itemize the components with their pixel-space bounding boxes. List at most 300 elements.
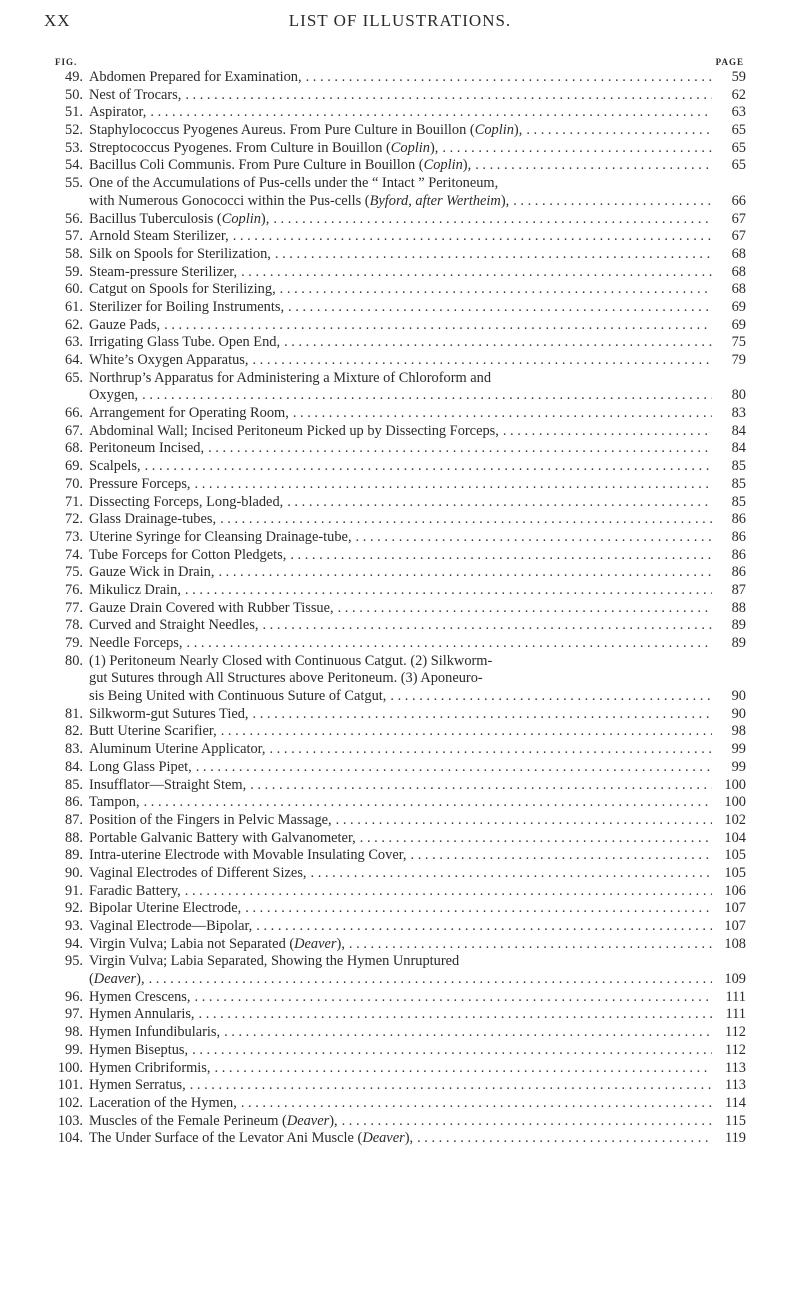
page-ref: 85 bbox=[731, 493, 746, 510]
entry-line bbox=[48, 1113, 746, 1131]
list-item bbox=[48, 1006, 746, 1024]
entry-line bbox=[48, 352, 746, 370]
figure-caption: Gauze Pads, bbox=[89, 316, 161, 333]
list-item bbox=[48, 458, 746, 476]
figure-number: 56. bbox=[65, 210, 83, 227]
page-ref: 104 bbox=[724, 829, 746, 846]
figure-caption: Uterine Syringe for Cleansing Drainage-tube, bbox=[89, 528, 352, 545]
leader-dots bbox=[360, 830, 712, 848]
figure-number: 63. bbox=[65, 334, 83, 351]
list-item bbox=[48, 547, 746, 565]
entry-line bbox=[48, 69, 746, 87]
list-item bbox=[48, 777, 746, 795]
figure-caption: Streptococcus Pyogenes. From Culture in Bouillon (Coplin), bbox=[89, 139, 439, 156]
list-item bbox=[48, 936, 746, 954]
figure-caption: Hymen Biseptus, bbox=[89, 1041, 189, 1058]
leader-dots bbox=[417, 1130, 712, 1148]
figure-caption: Mikulicz Drain, bbox=[89, 581, 181, 598]
entry-line bbox=[48, 653, 746, 671]
list-item bbox=[48, 847, 746, 865]
leader-dots bbox=[349, 936, 712, 954]
entry-line bbox=[48, 458, 746, 476]
figure-number: 74. bbox=[65, 546, 83, 563]
figure-number: 57. bbox=[65, 228, 83, 245]
page-ref: 105 bbox=[724, 864, 746, 881]
entry-line bbox=[48, 175, 746, 193]
page-number: XX bbox=[44, 11, 71, 30]
list-item bbox=[48, 352, 746, 370]
list-item bbox=[48, 723, 746, 741]
page-ref: 66 bbox=[731, 192, 746, 209]
leader-dots bbox=[342, 1113, 712, 1131]
figure-caption: Hymen Crescens, bbox=[89, 988, 191, 1005]
leader-dots bbox=[390, 688, 712, 706]
leader-dots bbox=[208, 440, 712, 458]
figure-caption: One of the Accumulations of Pus-cells under the “ Intact ” Peritoneum, bbox=[89, 175, 499, 192]
leader-dots bbox=[150, 104, 712, 122]
page-ref: 100 bbox=[724, 794, 746, 811]
entry-line bbox=[48, 706, 746, 724]
entry-line bbox=[48, 847, 746, 865]
entry-line bbox=[48, 476, 746, 494]
figure-number: 96. bbox=[65, 988, 83, 1005]
figure-number: 69. bbox=[65, 458, 83, 475]
list-item bbox=[48, 175, 746, 210]
entry-line bbox=[48, 953, 746, 971]
entry-continuation bbox=[48, 971, 746, 989]
leader-dots bbox=[195, 476, 712, 494]
list-item bbox=[48, 299, 746, 317]
entry-line bbox=[48, 777, 746, 795]
list-item bbox=[48, 918, 746, 936]
page-ref: 67 bbox=[731, 210, 746, 227]
page-ref: 79 bbox=[731, 352, 746, 368]
list-item bbox=[48, 69, 746, 87]
page-ref: 89 bbox=[731, 617, 746, 634]
leader-dots bbox=[233, 228, 712, 246]
entry-line bbox=[48, 334, 746, 352]
list-item bbox=[48, 830, 746, 848]
list-item bbox=[48, 1042, 746, 1060]
entry-continuation bbox=[48, 688, 746, 706]
leader-dots bbox=[215, 1060, 712, 1078]
page-ref: 106 bbox=[724, 882, 746, 899]
figure-caption: Silk on Spools for Sterilization, bbox=[89, 245, 271, 262]
leader-dots bbox=[224, 1024, 712, 1042]
entry-continuation bbox=[48, 193, 746, 211]
page-ref: 115 bbox=[724, 1112, 746, 1129]
page-ref: 68 bbox=[731, 245, 746, 262]
leader-dots bbox=[185, 87, 712, 105]
entry-line bbox=[48, 299, 746, 317]
list-item bbox=[48, 1130, 746, 1148]
list-item bbox=[48, 635, 746, 653]
leader-dots bbox=[280, 281, 712, 299]
figure-caption: Nest of Trocars, bbox=[89, 86, 182, 103]
figure-caption: Abdomen Prepared for Examination, bbox=[89, 69, 302, 85]
page-ref: 59 bbox=[731, 69, 746, 85]
page-ref: 68 bbox=[731, 281, 746, 298]
leader-dots bbox=[252, 352, 712, 370]
list-item bbox=[48, 865, 746, 883]
figure-number: 84. bbox=[65, 758, 83, 775]
figure-number: 104. bbox=[57, 1130, 83, 1147]
figure-number: 64. bbox=[65, 352, 83, 368]
leader-dots bbox=[245, 900, 712, 918]
figure-number: 72. bbox=[65, 511, 83, 528]
entry-line bbox=[48, 529, 746, 547]
leader-dots bbox=[144, 794, 712, 812]
figure-number: 83. bbox=[65, 741, 83, 758]
leader-dots bbox=[284, 334, 712, 352]
figure-caption: Abdominal Wall; Incised Peritoneum Picked up by Dissecting Forceps, bbox=[89, 422, 499, 439]
entry-line bbox=[48, 759, 746, 777]
figure-caption: Butt Uterine Scarifier, bbox=[89, 723, 217, 740]
figure-number: 103. bbox=[57, 1112, 83, 1129]
list-item bbox=[48, 122, 746, 140]
list-item bbox=[48, 706, 746, 724]
entry-line bbox=[48, 635, 746, 653]
entry-line bbox=[48, 140, 746, 158]
list-item bbox=[48, 281, 746, 299]
figure-caption: (1) Peritoneum Nearly Closed with Continuous Catgut. (2) Silkworm- bbox=[89, 652, 493, 669]
page-ref: 86 bbox=[731, 564, 746, 581]
list-item bbox=[48, 87, 746, 105]
leader-dots bbox=[356, 529, 712, 547]
entry-line bbox=[48, 494, 746, 512]
page-ref: 84 bbox=[731, 440, 746, 457]
page-ref: 65 bbox=[731, 157, 746, 174]
page-ref: 69 bbox=[731, 298, 746, 315]
list-item bbox=[48, 953, 746, 988]
list-item bbox=[48, 264, 746, 282]
entry-line bbox=[48, 104, 746, 122]
leader-dots bbox=[192, 1042, 712, 1060]
figure-number: 53. bbox=[65, 139, 83, 156]
entry-line bbox=[48, 122, 746, 140]
page-ref: 89 bbox=[731, 635, 746, 651]
list-item bbox=[48, 370, 746, 405]
figure-caption: Aluminum Uterine Applicator, bbox=[89, 741, 266, 758]
figure-caption: Oxygen, bbox=[89, 387, 139, 404]
leader-dots bbox=[290, 547, 712, 565]
figure-number: 61. bbox=[65, 298, 83, 315]
figure-caption: Insufflator—Straight Stem, bbox=[89, 776, 247, 793]
leader-dots bbox=[149, 971, 712, 989]
figure-caption: Faradic Battery, bbox=[89, 882, 181, 899]
page-ref: 113 bbox=[724, 1077, 746, 1094]
figure-caption: sis Being United with Continuous Suture of Catgut, bbox=[89, 688, 387, 705]
entry-line bbox=[48, 900, 746, 918]
list-item bbox=[48, 1077, 746, 1095]
page-ref: 105 bbox=[724, 847, 746, 864]
figure-caption: Bipolar Uterine Electrode, bbox=[89, 900, 242, 917]
list-item bbox=[48, 812, 746, 830]
page-ref: 113 bbox=[724, 1059, 746, 1076]
leader-dots bbox=[250, 777, 712, 795]
page-ref: 107 bbox=[724, 918, 746, 934]
figure-caption: Vaginal Electrodes of Different Sizes, bbox=[89, 864, 307, 881]
entry-line bbox=[48, 157, 746, 175]
entry-line bbox=[48, 440, 746, 458]
figure-caption: Virgin Vulva; Labia Separated, Showing the Hymen Unruptured bbox=[89, 953, 460, 970]
leader-dots bbox=[218, 564, 712, 582]
figure-number: 52. bbox=[65, 122, 83, 139]
leader-dots bbox=[145, 458, 712, 476]
leader-dots bbox=[273, 211, 712, 229]
figure-number: 88. bbox=[65, 829, 83, 846]
figure-number: 89. bbox=[65, 847, 83, 864]
page-ref: 114 bbox=[724, 1094, 746, 1111]
leader-dots bbox=[220, 511, 712, 529]
leader-dots bbox=[513, 193, 712, 211]
list-item bbox=[48, 334, 746, 352]
entry-line bbox=[48, 812, 746, 830]
leader-dots bbox=[253, 706, 712, 724]
page-ref: 111 bbox=[725, 1006, 746, 1023]
entry-line bbox=[48, 1006, 746, 1024]
leader-dots bbox=[221, 723, 712, 741]
page-ref: 65 bbox=[731, 139, 746, 156]
page-ref: 84 bbox=[731, 422, 746, 439]
figure-caption: Bacillus Tuberculosis (Coplin), bbox=[89, 210, 270, 227]
entry-line bbox=[48, 883, 746, 901]
figure-caption: Curved and Straight Needles, bbox=[89, 617, 259, 634]
leader-dots bbox=[164, 317, 712, 335]
leader-dots bbox=[442, 140, 712, 158]
figure-caption: Northrup’s Apparatus for Administering a Mixture of Chloroform and bbox=[89, 369, 492, 386]
list-item bbox=[48, 883, 746, 901]
page-ref: 63 bbox=[731, 104, 746, 121]
figure-caption: Peritoneum Incised, bbox=[89, 440, 205, 457]
figure-number: 65. bbox=[65, 369, 83, 386]
list-item bbox=[48, 476, 746, 494]
figure-number: 60. bbox=[65, 281, 83, 298]
entry-line bbox=[48, 1060, 746, 1078]
page-ref: 99 bbox=[731, 741, 746, 758]
list-item bbox=[48, 511, 746, 529]
figure-number: 58. bbox=[65, 245, 83, 262]
page-ref: 119 bbox=[724, 1130, 746, 1147]
figure-caption: Virgin Vulva; Labia not Separated (Deaver), bbox=[89, 935, 345, 952]
leader-dots bbox=[196, 759, 712, 777]
figure-caption: Steam-pressure Sterilizer, bbox=[89, 263, 238, 280]
page-ref: 88 bbox=[731, 599, 746, 616]
figure-caption: Arrangement for Operating Room, bbox=[89, 405, 289, 422]
figure-caption: Glass Drainage-tubes, bbox=[89, 511, 217, 528]
figure-caption: Catgut on Spools for Sterilizing, bbox=[89, 281, 276, 298]
page-ref: 75 bbox=[731, 334, 746, 351]
figure-number: 68. bbox=[65, 440, 83, 457]
figure-number: 71. bbox=[65, 493, 83, 510]
list-item bbox=[48, 405, 746, 423]
list-item bbox=[48, 104, 746, 122]
leader-dots bbox=[199, 1006, 712, 1024]
entry-line bbox=[48, 794, 746, 812]
page-ref: 87 bbox=[731, 581, 746, 598]
figure-caption: Gauze Wick in Drain, bbox=[89, 564, 215, 581]
figure-caption: Long Glass Pipet, bbox=[89, 758, 192, 775]
figure-number: 82. bbox=[65, 723, 83, 740]
leader-dots bbox=[306, 69, 712, 87]
figure-caption: Position of the Fingers in Pelvic Massage, bbox=[89, 811, 332, 828]
figure-number: 62. bbox=[65, 316, 83, 333]
figure-number: 55. bbox=[65, 175, 83, 192]
leader-dots bbox=[287, 494, 712, 512]
figure-number: 49. bbox=[65, 69, 83, 85]
entry-line bbox=[48, 617, 746, 635]
figure-number: 95. bbox=[65, 953, 83, 970]
page-ref: 67 bbox=[731, 228, 746, 245]
figure-caption: Tube Forceps for Cotton Pledgets, bbox=[89, 546, 287, 563]
list-item bbox=[48, 494, 746, 512]
figure-caption: Needle Forceps, bbox=[89, 635, 183, 651]
list-item bbox=[48, 989, 746, 1007]
figure-number: 80. bbox=[65, 652, 83, 669]
list-item bbox=[48, 140, 746, 158]
entry-line bbox=[48, 547, 746, 565]
figure-number: 97. bbox=[65, 1006, 83, 1023]
figure-caption: Vaginal Electrode—Bipolar, bbox=[89, 918, 253, 934]
list-item bbox=[48, 211, 746, 229]
entry-line bbox=[48, 723, 746, 741]
list-item bbox=[48, 317, 746, 335]
entry-line bbox=[48, 918, 746, 936]
figure-number: 102. bbox=[57, 1094, 83, 1111]
figure-number: 50. bbox=[65, 86, 83, 103]
page-ref: 62 bbox=[731, 86, 746, 103]
figure-caption: Tampon, bbox=[89, 794, 140, 811]
entry-line bbox=[48, 1130, 746, 1148]
leader-dots bbox=[256, 918, 712, 936]
entry-line bbox=[48, 1024, 746, 1042]
figure-number: 70. bbox=[65, 475, 83, 492]
entry-line bbox=[48, 87, 746, 105]
entry-line bbox=[48, 989, 746, 1007]
leader-dots bbox=[411, 847, 712, 865]
entry-line bbox=[48, 281, 746, 299]
entry-line bbox=[48, 511, 746, 529]
list-item bbox=[48, 1060, 746, 1078]
leader-dots bbox=[336, 812, 712, 830]
figure-number: 101. bbox=[57, 1077, 83, 1094]
entry-line bbox=[48, 228, 746, 246]
figure-number: 81. bbox=[65, 705, 83, 722]
figure-caption: Hymen Cribriformis, bbox=[89, 1059, 211, 1076]
entry-line bbox=[48, 423, 746, 441]
list-item bbox=[48, 617, 746, 635]
page-header bbox=[0, 11, 800, 35]
entry-line bbox=[48, 865, 746, 883]
page-ref: 90 bbox=[731, 705, 746, 722]
figure-number: 90. bbox=[65, 864, 83, 881]
figure-caption: Dissecting Forceps, Long-bladed, bbox=[89, 493, 284, 510]
page-ref: 69 bbox=[731, 316, 746, 333]
leader-dots bbox=[503, 423, 712, 441]
figure-caption: Gauze Drain Covered with Rubber Tissue, bbox=[89, 599, 334, 616]
page-ref: 68 bbox=[731, 263, 746, 280]
figure-caption: with Numerous Gonococci within the Pus-cells (Byford, after Wertheim), bbox=[89, 192, 510, 209]
page-column-header: PAGE bbox=[715, 57, 744, 67]
page-ref: 109 bbox=[724, 971, 746, 988]
figure-number: 100. bbox=[57, 1059, 83, 1076]
page-ref: 80 bbox=[731, 387, 746, 404]
figure-caption: Bacillus Coli Communis. From Pure Culture in Bouillon (Coplin), bbox=[89, 157, 472, 174]
list-item bbox=[48, 529, 746, 547]
entry-line bbox=[48, 1077, 746, 1095]
page-ref: 99 bbox=[731, 758, 746, 775]
page-ref: 100 bbox=[724, 776, 746, 793]
leader-dots bbox=[275, 246, 712, 264]
figure-caption: The Under Surface of the Levator Ani Muscle (Deaver), bbox=[89, 1130, 414, 1147]
leader-dots bbox=[269, 741, 712, 759]
page-ref: 111 bbox=[725, 988, 746, 1005]
figure-caption: Scalpels, bbox=[89, 458, 141, 475]
leader-dots bbox=[190, 1077, 712, 1095]
fig-column-header: FIG. bbox=[55, 57, 78, 67]
list-item bbox=[48, 759, 746, 777]
figure-caption: Hymen Infundibularis, bbox=[89, 1024, 221, 1041]
leader-dots bbox=[185, 582, 712, 600]
entry-line bbox=[48, 1095, 746, 1113]
list-item bbox=[48, 794, 746, 812]
entry-line bbox=[48, 741, 746, 759]
entry-continuation bbox=[48, 387, 746, 405]
page-ref: 107 bbox=[724, 900, 746, 917]
page-ref: 112 bbox=[724, 1041, 746, 1058]
figure-caption: Hymen Serratus, bbox=[89, 1077, 186, 1094]
figure-number: 92. bbox=[65, 900, 83, 917]
entry-continuation bbox=[48, 670, 746, 688]
figure-caption: White’s Oxygen Apparatus, bbox=[89, 352, 249, 368]
figure-number: 91. bbox=[65, 882, 83, 899]
entry-line bbox=[48, 264, 746, 282]
entry-line bbox=[48, 246, 746, 264]
list-item bbox=[48, 246, 746, 264]
list-item bbox=[48, 582, 746, 600]
leader-dots bbox=[195, 989, 712, 1007]
figure-number: 94. bbox=[65, 935, 83, 952]
figure-caption: Arnold Steam Sterilizer, bbox=[89, 228, 229, 245]
figure-caption: Laceration of the Hymen, bbox=[89, 1094, 237, 1111]
leader-dots bbox=[311, 865, 712, 883]
figure-number: 51. bbox=[65, 104, 83, 121]
page-ref: 65 bbox=[731, 122, 746, 139]
illustration-list bbox=[48, 69, 746, 1148]
entry-line bbox=[48, 1042, 746, 1060]
figure-number: 78. bbox=[65, 617, 83, 634]
page-ref: 112 bbox=[724, 1024, 746, 1041]
figure-number: 85. bbox=[65, 776, 83, 793]
leader-dots bbox=[526, 122, 712, 140]
leader-dots bbox=[241, 1095, 712, 1113]
figure-number: 59. bbox=[65, 263, 83, 280]
list-item bbox=[48, 900, 746, 918]
entry-line bbox=[48, 370, 746, 388]
figure-number: 66. bbox=[65, 405, 83, 422]
page-ref: 102 bbox=[724, 811, 746, 828]
list-item bbox=[48, 564, 746, 582]
list-item bbox=[48, 440, 746, 458]
leader-dots bbox=[185, 883, 712, 901]
entry-line bbox=[48, 211, 746, 229]
page-ref: 85 bbox=[731, 458, 746, 475]
list-item bbox=[48, 653, 746, 706]
figure-number: 79. bbox=[65, 635, 83, 651]
figure-caption: Irrigating Glass Tube. Open End, bbox=[89, 334, 281, 351]
leader-dots bbox=[241, 264, 712, 282]
figure-number: 54. bbox=[65, 157, 83, 174]
